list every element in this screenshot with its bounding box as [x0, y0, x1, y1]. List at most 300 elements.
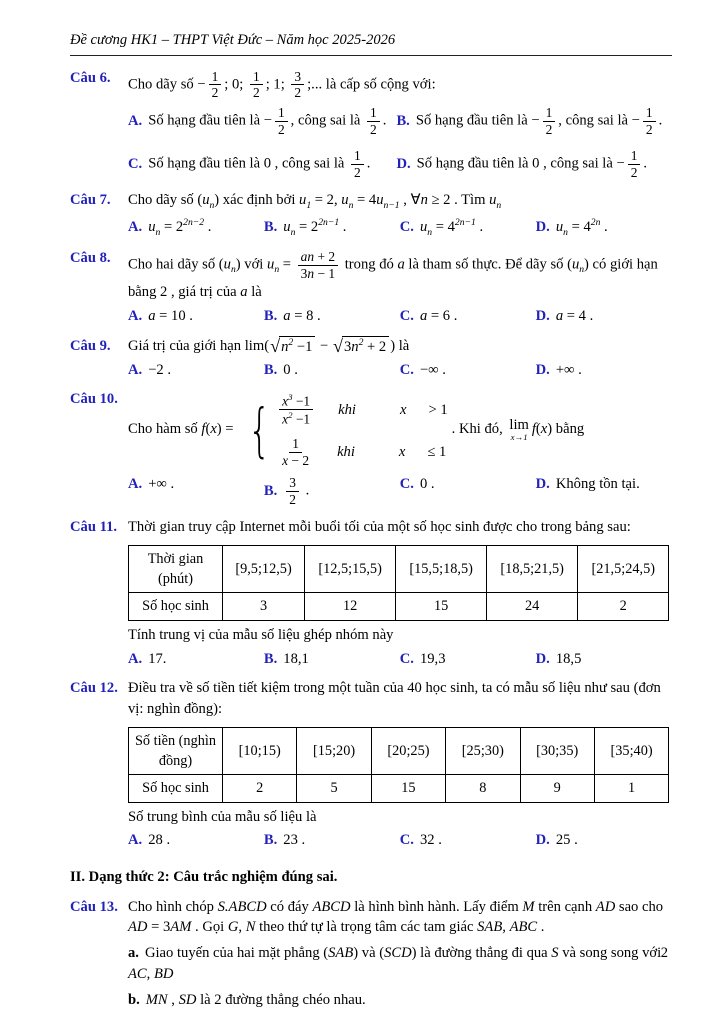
question-body: [128, 248, 672, 326]
text-run: .: [537, 919, 545, 936]
math-variable: a: [397, 256, 405, 273]
math-variable: SCD: [384, 945, 412, 962]
limit-subscript: x→1: [510, 432, 528, 443]
question: [70, 897, 672, 1011]
math-variable: u: [341, 192, 349, 209]
option: [264, 649, 394, 670]
denominator: 2: [252, 85, 260, 101]
option: [128, 474, 258, 508]
option-label: D.: [396, 155, 411, 172]
statement-item: [128, 943, 672, 984]
text-run: 0 .: [419, 476, 435, 493]
option-label: B.: [263, 307, 278, 324]
table-cell: Thời gian (phút): [129, 545, 223, 593]
text-run: .: [204, 218, 212, 235]
text-run: Giao tuyến của hai mặt phẳng (: [144, 945, 329, 962]
table-row: [129, 775, 669, 802]
option-label: D.: [535, 832, 550, 849]
text-run: = 2: [295, 218, 319, 235]
superscript: 2n−2: [183, 216, 205, 228]
brace-icon: {: [248, 395, 272, 464]
text-run: (: [535, 421, 541, 438]
denominator: 2: [211, 85, 219, 101]
numerator: 1: [209, 69, 222, 85]
fraction: [286, 475, 299, 507]
math-variable: x: [282, 411, 289, 427]
subscript: n: [274, 264, 280, 276]
option-label: D.: [535, 218, 550, 235]
text-run: − 1: [314, 265, 336, 281]
math-variable: u: [223, 256, 231, 273]
text-run: ) xác định bởi: [214, 192, 300, 209]
option-label: D.: [535, 650, 550, 667]
math-variable: a: [419, 307, 428, 324]
math-variable: n: [307, 249, 315, 265]
piecewise-function: [241, 391, 447, 469]
text-run: (: [205, 421, 211, 438]
fraction: [279, 392, 313, 427]
math-variable: u: [202, 192, 210, 209]
denominator: 2: [354, 164, 361, 180]
math-variable: BD: [153, 965, 174, 982]
text-run: 23 .: [283, 832, 306, 849]
case-rows: [276, 391, 448, 469]
denominator: 2: [370, 121, 377, 137]
text-run: (: [264, 337, 270, 354]
numerator: 1: [367, 105, 380, 121]
numerator: 3: [286, 475, 299, 491]
text-run: và song song với: [558, 945, 662, 962]
option-label: C.: [399, 832, 414, 849]
option: [536, 830, 672, 851]
option-label: B.: [396, 112, 410, 129]
subscript: n: [230, 264, 236, 276]
text-run: , ∀: [399, 192, 421, 209]
subscript: n: [348, 200, 354, 212]
denominator: 2: [277, 121, 285, 137]
math-variable: a: [300, 249, 308, 265]
text-run: . Gọi: [191, 919, 228, 936]
fraction: [628, 148, 641, 180]
table-cell: 9: [520, 775, 594, 802]
math-variable: SAB: [477, 919, 503, 936]
text-run: + 2: [363, 338, 387, 355]
text-run: trên cạnh: [534, 898, 596, 915]
fraction: [298, 249, 338, 281]
option-label: C.: [399, 218, 414, 235]
numerator: 1: [643, 105, 656, 121]
text-run: có đáy: [266, 898, 313, 915]
fraction: [209, 69, 222, 101]
question: [70, 389, 672, 508]
option: [128, 216, 258, 239]
data-table: [128, 727, 669, 803]
question-body: [128, 389, 672, 508]
text-run: 0 .: [283, 361, 298, 378]
option: [264, 830, 394, 851]
question-text: [128, 68, 672, 102]
question-body: [128, 897, 672, 1011]
text-run: −: [316, 337, 332, 354]
text-run: ) =: [216, 421, 238, 438]
text-run: là 2 đường thẳng chéo nhau.: [196, 991, 366, 1008]
option: [400, 474, 530, 508]
table-cell: [21,5;24,5): [578, 545, 669, 593]
math-variable: f: [201, 421, 206, 438]
math-variable: x: [282, 452, 289, 468]
option-label: A.: [128, 650, 143, 667]
table-cell: [10;15): [223, 727, 297, 775]
text-run: Cho hình chóp: [128, 898, 218, 915]
question: [70, 68, 672, 182]
numerator: [298, 249, 338, 265]
option: [396, 147, 672, 181]
fraction: [275, 105, 288, 137]
question-label: Câu 7.: [70, 192, 111, 209]
math-variable: SAB: [328, 945, 354, 962]
superscript: 2n: [590, 216, 601, 228]
text-run: −: [631, 112, 640, 129]
question-label: Câu 8.: [70, 250, 111, 267]
question-label: Câu 13.: [70, 898, 118, 915]
subscript: n: [209, 200, 215, 212]
denominator: 2: [289, 491, 296, 507]
denominator: [279, 453, 312, 468]
table-cell: [15,5;18,5): [396, 545, 487, 593]
math-variable: x: [282, 393, 289, 409]
table-cell: 15: [371, 775, 445, 802]
question-label: Câu 9.: [70, 337, 111, 354]
option-label: C.: [399, 650, 414, 667]
options-row: [128, 649, 672, 670]
fraction: [279, 436, 312, 468]
text-run: = 4: [567, 218, 591, 235]
numerator: 1: [250, 69, 263, 85]
text-run: 28 .: [148, 832, 171, 849]
text-run: .: [382, 112, 387, 129]
math-variable: u: [571, 256, 580, 273]
question-body: [128, 678, 672, 851]
math-variable: n: [281, 338, 289, 355]
numerator: 1: [289, 436, 302, 452]
option-label: A.: [128, 112, 143, 129]
math-variable: x: [399, 401, 407, 418]
text-run: Cho dãy số: [128, 75, 198, 92]
text-run: theo thứ tự là trọng tâm các tam giác: [255, 919, 478, 936]
math-variable: u: [283, 218, 291, 235]
math-variable: MN: [145, 991, 168, 1008]
question: [70, 190, 672, 239]
superscript: 2: [358, 336, 364, 348]
subscript: n: [290, 226, 296, 238]
table-cell: 15: [396, 593, 487, 620]
question-text: [128, 190, 672, 213]
math-variable: M: [522, 898, 535, 915]
question-text: [128, 389, 672, 471]
fraction: [291, 69, 304, 101]
table-cell: [30;35): [520, 727, 594, 775]
text-run: ; 1;: [265, 75, 289, 92]
numerator: 1: [628, 148, 641, 164]
text-run: 32 .: [419, 832, 442, 849]
text-run: =: [279, 256, 295, 273]
text-run: > 1: [428, 401, 448, 418]
text-run: ≥ 2 . Tìm: [427, 192, 490, 209]
statement-label: a.: [128, 945, 139, 962]
text-run: = 4 .: [563, 307, 594, 324]
square-root: [333, 336, 389, 357]
denominator: 2: [294, 85, 302, 101]
text-run: sao cho: [615, 898, 664, 915]
text-run: Giá trị của giới hạn: [128, 337, 245, 354]
table-cell: [18,5;21,5): [487, 545, 578, 593]
text-run: Số hạng đầu tiên là: [415, 112, 532, 129]
math-variable: n: [351, 338, 359, 355]
questions-container: [70, 68, 672, 1011]
text-run: 18,5: [555, 650, 582, 667]
math-variable: u: [419, 218, 428, 235]
question: [70, 517, 672, 669]
text-run: −: [531, 112, 540, 129]
option: [536, 474, 672, 508]
math-variable: ABCD: [312, 898, 351, 915]
limit-expression: [509, 418, 528, 443]
math-variable: u: [148, 218, 156, 235]
math-variable: AD: [128, 919, 148, 936]
math-variable: AC: [128, 965, 147, 982]
numerator: 3: [291, 69, 304, 85]
option-label: A.: [128, 476, 143, 493]
text-run: .: [301, 482, 310, 499]
denominator: 2: [545, 121, 553, 137]
text-run: là: [395, 337, 410, 354]
option: [400, 360, 530, 381]
section-heading: II. Dạng thức 2: Câu trắc nghiệm đúng sai.: [70, 869, 338, 886]
text-run: Số hạng đầu tiên là 0 , công sai là: [148, 155, 349, 172]
numerator: [279, 392, 313, 410]
numerator: 1: [543, 105, 556, 121]
option-label: C.: [128, 155, 143, 172]
case-row: [276, 435, 448, 469]
text-run: Cho dãy số (: [128, 192, 203, 209]
text-run: ;... là cấp số cộng với:: [307, 75, 436, 92]
option: [128, 830, 258, 851]
table-row: [129, 545, 669, 593]
table-cell: 12: [305, 593, 396, 620]
subscript: n: [579, 264, 585, 276]
math-variable: a: [240, 284, 248, 301]
math-variable: AD: [595, 898, 616, 915]
fraction: [643, 105, 656, 137]
superscript: 2n−1: [318, 216, 340, 228]
option: [536, 216, 672, 239]
text-run: Cho hàm số: [128, 421, 202, 438]
option: [536, 649, 672, 670]
question-body: [128, 517, 672, 669]
text-run: ,: [167, 991, 179, 1008]
text-run: .: [643, 155, 648, 172]
page-number: 2: [660, 945, 668, 962]
math-variable: x: [210, 421, 217, 438]
text-run: −: [263, 112, 272, 129]
text-run: Số hạng đầu tiên là: [148, 112, 264, 129]
option: [128, 360, 258, 381]
text-run: Thời gian truy cập Internet mỗi buổi tối của một số học sinh được cho trong bảng sau:: [128, 519, 631, 536]
text-run: −2 .: [148, 361, 172, 378]
table-cell: 1: [594, 775, 668, 802]
text-run: Cho hai dãy số (: [128, 256, 224, 273]
math-variable: a: [148, 307, 156, 324]
subscript: n: [496, 200, 502, 212]
text-run: lim: [244, 337, 265, 354]
option-label: C.: [399, 307, 414, 324]
table-cell: 2: [223, 775, 297, 802]
limit-base: lim: [509, 417, 529, 434]
math-variable: G: [227, 919, 239, 936]
option-label: B.: [263, 482, 278, 499]
text-run: = 6 .: [427, 307, 458, 324]
denominator: [298, 266, 338, 281]
question-text: [128, 336, 672, 357]
numerator: 1: [351, 148, 364, 164]
question-text: [128, 678, 672, 719]
fraction: [543, 105, 556, 137]
text-run: .: [658, 112, 663, 129]
option: [536, 360, 672, 381]
option-label: A.: [128, 361, 143, 378]
options-row: [128, 104, 672, 181]
text-run: Điều tra về số tiền tiết kiệm trong một tuần của 40 học sinh, ta có mẫu số liệu như sau (đơn vị: nghìn đồng):: [128, 680, 661, 717]
option-label: C.: [399, 476, 414, 493]
question-body: [128, 336, 672, 381]
subscript: n: [563, 226, 568, 238]
math-variable: n: [420, 192, 428, 209]
math-variable: a: [283, 307, 291, 324]
case-row: [276, 391, 448, 428]
math-variable: u: [376, 192, 384, 209]
text-run: ) có giới hạn bằng 2 , giá trị của: [128, 256, 658, 301]
text-run: là tham số thực. Để dãy số (: [404, 256, 572, 273]
table-row: [129, 727, 669, 775]
text-run: ) là đường thẳng đi qua: [411, 945, 552, 962]
denominator: [279, 410, 313, 427]
math-variable: N: [245, 919, 256, 936]
subscript: n: [155, 226, 161, 238]
table-cell: 5: [297, 775, 371, 802]
text-run: bằng: [552, 421, 585, 438]
table-cell: 8: [446, 775, 520, 802]
question-text-after: Số trung bình của mẫu số liệu là: [128, 808, 317, 825]
question: [70, 336, 672, 381]
option: [536, 306, 672, 327]
text-run: = 4: [432, 218, 455, 235]
text-run: .: [475, 218, 484, 235]
table-cell: [20;25): [371, 727, 445, 775]
table-cell: [35;40): [594, 727, 668, 775]
math-variable: khi: [337, 443, 355, 460]
radical-icon: √: [332, 335, 343, 356]
radicand: [342, 336, 389, 357]
superscript: 2: [288, 336, 294, 348]
radical-icon: √: [270, 335, 281, 356]
question-label: Câu 6.: [70, 69, 111, 86]
text-run: Không tồn tại.: [555, 476, 640, 493]
option-label: D.: [535, 476, 550, 493]
option: [264, 360, 394, 381]
statement-label: b.: [128, 991, 140, 1008]
text-run: trong đó: [341, 256, 398, 273]
question-text: [128, 517, 672, 538]
math-variable: n: [307, 265, 315, 281]
statement-item: [128, 990, 672, 1011]
denominator: 2: [630, 164, 638, 180]
text-run: ; 0;: [224, 75, 247, 92]
question-text-after: Tính trung vị của mẫu số liệu ghép nhóm này: [128, 626, 394, 643]
text-run: = 4: [353, 192, 377, 209]
text-run: . Khi đó,: [451, 421, 507, 438]
table-cell: [15;20): [297, 727, 371, 775]
table-cell: 2: [578, 593, 669, 620]
table-cell: 3: [223, 593, 305, 620]
options-row: [128, 360, 672, 381]
option-label: B.: [263, 650, 278, 667]
fraction: [367, 105, 380, 137]
numerator: 1: [275, 105, 288, 121]
table-cell: Số học sinh: [129, 775, 223, 802]
option: [400, 830, 530, 851]
text-run: = 3: [147, 919, 171, 936]
text-run: ≤ 1: [427, 443, 447, 460]
question: [70, 678, 672, 851]
square-root: [270, 336, 315, 357]
math-variable: x: [540, 421, 548, 438]
table-row: [129, 593, 669, 620]
options-row: [128, 830, 672, 851]
option: [400, 306, 530, 327]
option-label: D.: [535, 307, 550, 324]
option: [400, 216, 530, 239]
text-run: −1: [292, 393, 311, 409]
superscript: 3: [288, 392, 293, 403]
math-variable: SD: [178, 991, 197, 1008]
math-variable: khi: [338, 401, 356, 418]
option: [264, 474, 394, 508]
text-run: 3: [300, 265, 308, 281]
option-label: D.: [535, 361, 550, 378]
math-variable: u: [267, 256, 275, 273]
option: [264, 216, 394, 239]
text-run: ) và (: [353, 945, 385, 962]
math-variable: f: [531, 421, 536, 438]
option: [264, 306, 394, 327]
math-variable: u: [299, 192, 307, 209]
text-run: , công sai là: [558, 112, 632, 129]
superscript: 2: [288, 410, 293, 421]
option: [128, 147, 390, 181]
text-run: 18,1: [283, 650, 309, 667]
fraction: [250, 69, 263, 101]
text-run: = 8 .: [290, 307, 321, 324]
text-run: 25 .: [555, 832, 578, 849]
table-cell: 24: [487, 593, 578, 620]
text-run: .: [600, 218, 608, 235]
text-run: + 2: [314, 249, 336, 265]
text-run: −1: [293, 338, 313, 355]
option-label: A.: [128, 218, 143, 235]
math-variable: AM: [170, 919, 192, 936]
subscript: 1: [306, 200, 312, 212]
text-run: ,: [502, 919, 510, 936]
